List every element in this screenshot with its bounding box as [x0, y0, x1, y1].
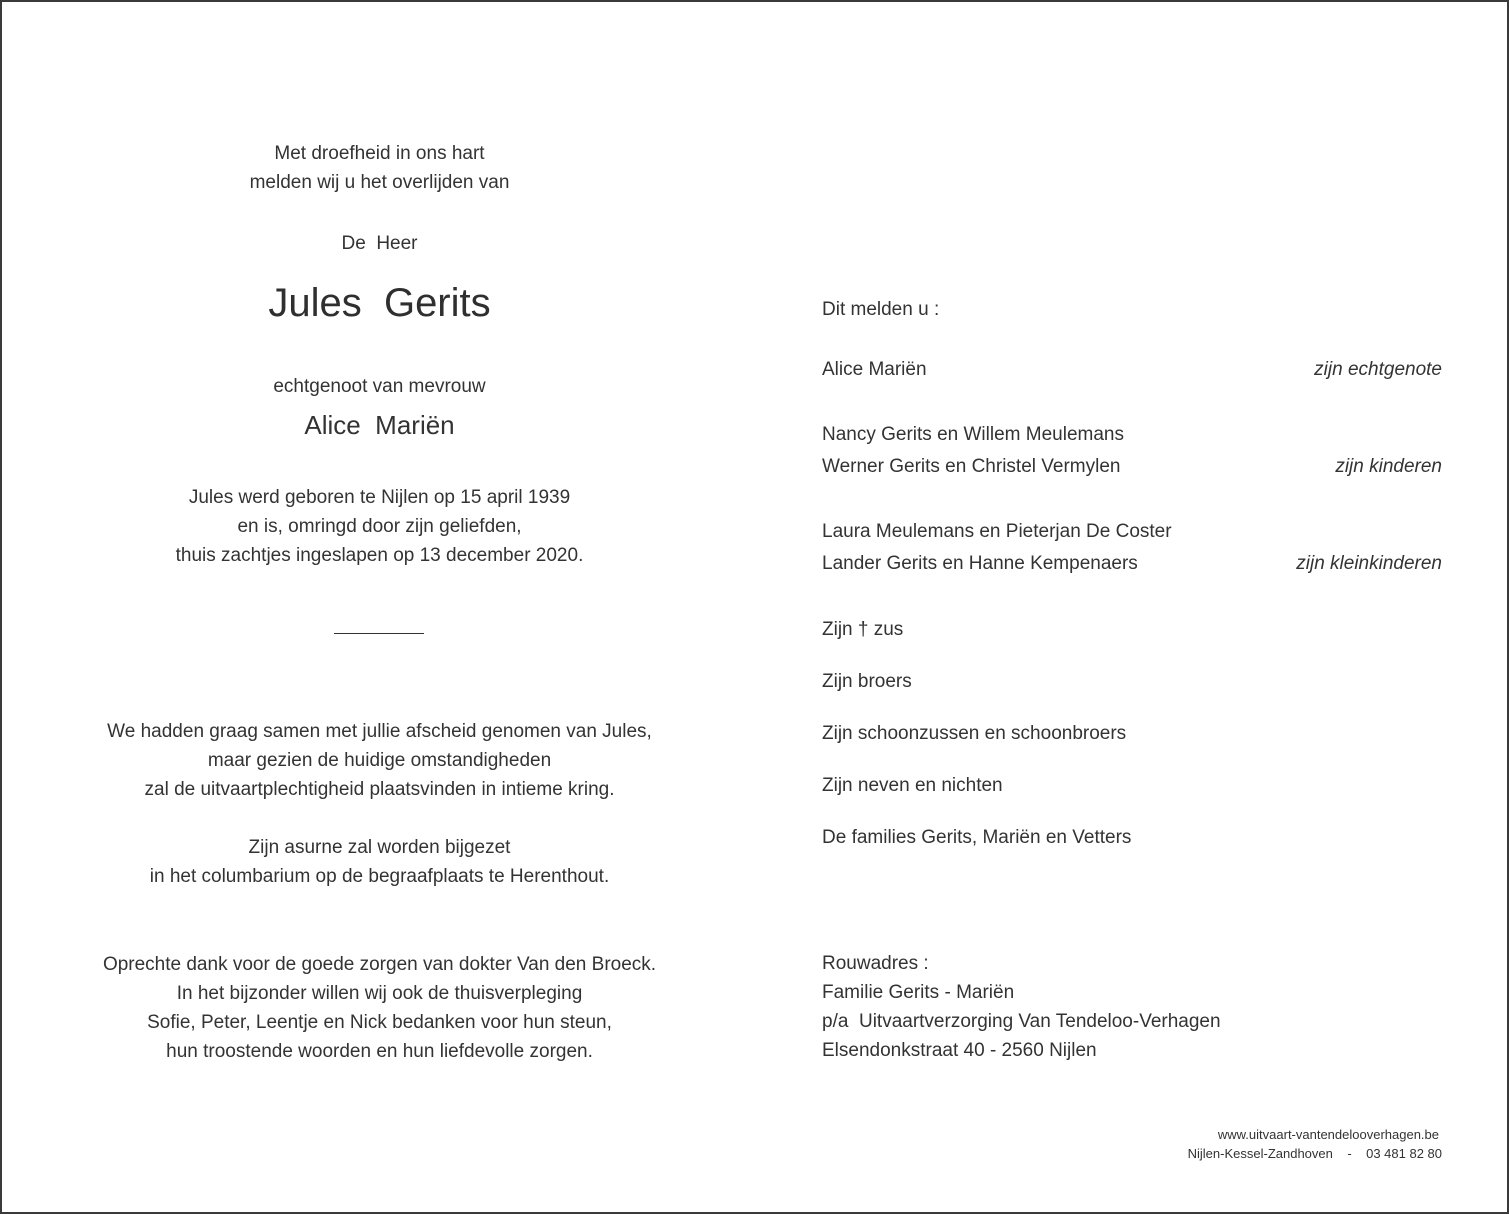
- relative-families: De families Gerits, Mariën en Vetters: [822, 827, 1132, 848]
- bio-line-1: Jules werd geboren te Nijlen op 15 april 1939: [188, 487, 571, 508]
- farewell-line-3: zal de uitvaartplechtigheid plaatsvinden in intieme kring.: [144, 779, 615, 800]
- farewell-line-2: maar gezien de huidige omstandigheden: [207, 750, 552, 771]
- intro-line-1: Met droefheid in ons hart: [274, 143, 485, 164]
- spouse-intro: echtgenoot van mevrouw: [273, 376, 486, 397]
- urn-line-1: Zijn asurne zal worden bijgezet: [248, 837, 511, 858]
- deceased-name: Jules Gerits: [268, 281, 491, 325]
- salutation: De Heer: [341, 233, 418, 254]
- grandchildren-relation: zijn kleinkinderen: [1296, 553, 1442, 574]
- child-entry-1: Nancy Gerits en Willem Meulemans: [822, 424, 1124, 445]
- bio-line-3: thuis zachtjes ingeslapen op 13 december 2020.: [175, 545, 584, 566]
- thanks-line-2: In het bijzonder willen wij ook de thuisverpleging: [176, 983, 583, 1004]
- bio-line-2: en is, omringd door zijn geliefden,: [237, 516, 522, 537]
- children-relation: zijn kinderen: [1335, 456, 1442, 477]
- address-line-1: Familie Gerits - Mariën: [822, 982, 1015, 1003]
- address-line-3: Elsendonkstraat 40 - 2560 Nijlen: [822, 1040, 1097, 1061]
- address-heading: Rouwadres :: [822, 953, 929, 974]
- announce-heading: Dit melden u :: [822, 299, 940, 320]
- grandchild-entry-2: Lander Gerits en Hanne Kempenaers: [822, 553, 1138, 574]
- relative-brothers: Zijn broers: [822, 671, 912, 692]
- spouse-name: Alice Mariën: [304, 410, 455, 440]
- address-line-2: p/a Uitvaartverzorging Van Tendeloo-Verhagen: [822, 1011, 1221, 1032]
- child-entry-2: Werner Gerits en Christel Vermylen: [822, 456, 1121, 477]
- farewell-line-1: We hadden graag samen met jullie afscheid genomen van Jules,: [107, 721, 652, 742]
- footer-locations: Nijlen-Kessel-Zandhoven - 03 481 82 80: [1187, 1146, 1442, 1161]
- divider-line: [334, 633, 424, 634]
- relative-sister: Zijn † zus: [822, 619, 904, 640]
- relative-cousins: Zijn neven en nichten: [822, 775, 1003, 796]
- grandchild-entry-1: Laura Meulemans en Pieterjan De Coster: [822, 521, 1172, 542]
- urn-line-2: in het columbarium op de begraafplaats te Herenthout.: [149, 866, 610, 887]
- intro-line-2: melden wij u het overlijden van: [249, 172, 510, 193]
- thanks-line-1: Oprechte dank voor de goede zorgen van dokter Van den Broeck.: [102, 954, 657, 975]
- thanks-line-3: Sofie, Peter, Leentje en Nick bedanken voor hun steun,: [147, 1012, 612, 1033]
- spouse-relation: zijn echtgenote: [1314, 359, 1442, 380]
- relative-in-laws: Zijn schoonzussen en schoonbroers: [822, 723, 1127, 744]
- thanks-line-4: hun troostende woorden en hun liefdevolle zorgen.: [166, 1041, 593, 1062]
- footer-website: www.uitvaart-vantendelooverhagen.be: [1217, 1127, 1439, 1142]
- spouse-entry: Alice Mariën: [822, 359, 927, 380]
